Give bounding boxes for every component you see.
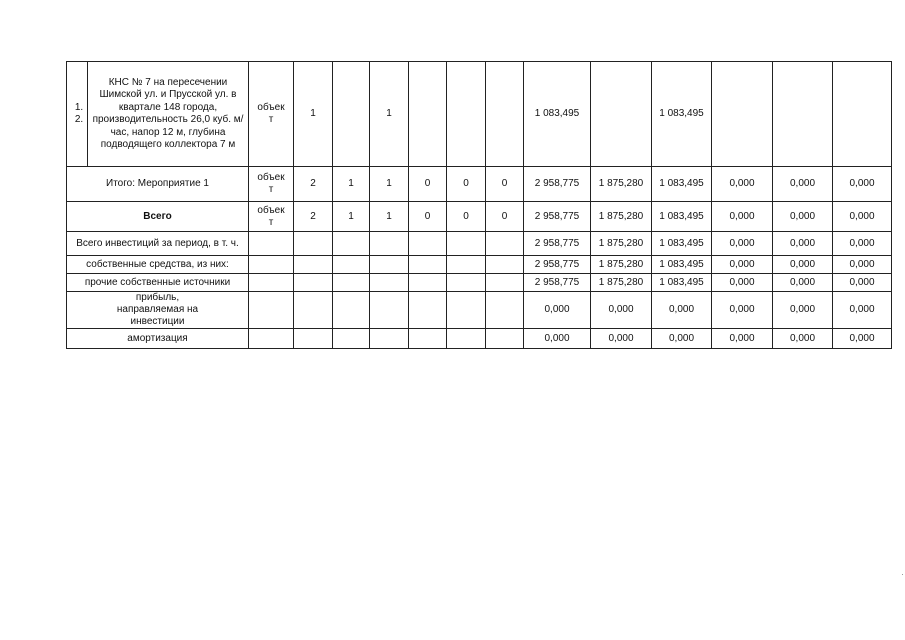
table-row (67, 62, 892, 167)
empty-cell (409, 232, 447, 256)
value-cell: 0,000 (773, 167, 833, 202)
value-cell: 0,000 (652, 329, 712, 349)
table-row (67, 329, 892, 349)
value-cell: 2 958,775 (524, 202, 591, 232)
value-cell: 2 958,775 (524, 232, 591, 256)
value-cell: 1 083,495 (652, 62, 712, 167)
empty-cell (370, 292, 409, 329)
row-label: Всего инвестиций за период, в т. ч. (67, 232, 249, 256)
count-cell: 1 (333, 167, 370, 202)
table-row (67, 256, 892, 274)
value-cell: 0,000 (773, 274, 833, 292)
empty-cell (294, 274, 333, 292)
value-cell: 0,000 (712, 292, 773, 329)
value-cell: 0,000 (591, 292, 652, 329)
row-label: собственные средства, из них: (67, 256, 249, 274)
value-cell: 0,000 (524, 292, 591, 329)
value-cell: 0,000 (773, 202, 833, 232)
empty-cell (370, 274, 409, 292)
value-cell: 2 958,775 (524, 274, 591, 292)
empty-cell (486, 232, 524, 256)
empty-cell (333, 292, 370, 329)
empty-cell (409, 329, 447, 349)
count-cell: 1 (370, 62, 409, 167)
value-cell: 0,000 (591, 329, 652, 349)
row-label: Всего (67, 202, 249, 232)
value-cell (773, 62, 833, 167)
table-row (67, 292, 892, 329)
scan-speck (902, 574, 903, 575)
value-cell: 0,000 (833, 256, 892, 274)
count-cell: 2 (294, 202, 333, 232)
value-cell: 1 083,495 (652, 202, 712, 232)
empty-cell (447, 274, 486, 292)
empty-cell (447, 256, 486, 274)
empty-cell (294, 232, 333, 256)
empty-cell (333, 274, 370, 292)
empty-cell (294, 329, 333, 349)
empty-cell (333, 256, 370, 274)
value-cell: 1 083,495 (652, 274, 712, 292)
investment-table (66, 61, 892, 349)
value-cell: 1 875,280 (591, 256, 652, 274)
row-label: амортизация (67, 329, 249, 349)
value-cell: 1 875,280 (591, 202, 652, 232)
unit-cell: объек т (249, 167, 294, 202)
empty-cell (333, 329, 370, 349)
unit-cell: объек т (249, 202, 294, 232)
empty-cell (409, 274, 447, 292)
value-cell: 0,000 (833, 202, 892, 232)
count-cell: 0 (486, 202, 524, 232)
empty-cell (447, 292, 486, 329)
empty-cell (294, 256, 333, 274)
value-cell: 0,000 (833, 232, 892, 256)
value-cell: 0,000 (524, 329, 591, 349)
table-row (67, 202, 892, 232)
value-cell: 0,000 (833, 274, 892, 292)
count-cell (409, 62, 447, 167)
value-cell: 0,000 (833, 167, 892, 202)
value-cell: 0,000 (712, 274, 773, 292)
value-cell: 0,000 (712, 202, 773, 232)
count-cell: 1 (294, 62, 333, 167)
empty-cell (370, 256, 409, 274)
value-cell: 0,000 (652, 292, 712, 329)
count-cell: 0 (409, 202, 447, 232)
value-cell: 1 875,280 (591, 232, 652, 256)
empty-cell (249, 329, 294, 349)
table-row (67, 232, 892, 256)
value-cell: 1 875,280 (591, 167, 652, 202)
value-cell: 0,000 (833, 292, 892, 329)
count-cell (486, 62, 524, 167)
value-cell: 1 083,495 (652, 232, 712, 256)
empty-cell (370, 232, 409, 256)
unit-cell: объек т (249, 62, 294, 167)
empty-cell (333, 232, 370, 256)
row-label: прочие собственные источники (67, 274, 249, 292)
value-cell: 1 083,495 (652, 167, 712, 202)
empty-cell (370, 329, 409, 349)
object-description: КНС № 7 на пересечении Шимской ул. и Прусской ул. в квартале 148 города, производительность 26,0 куб. м/час, напор 12 м, глубина подводящего коллектора 7 м (88, 62, 249, 167)
empty-cell (249, 232, 294, 256)
empty-cell (486, 292, 524, 329)
count-cell: 0 (486, 167, 524, 202)
count-cell: 0 (447, 202, 486, 232)
value-cell: 0,000 (773, 329, 833, 349)
value-cell: 0,000 (833, 329, 892, 349)
count-cell: 0 (409, 167, 447, 202)
empty-cell (447, 232, 486, 256)
count-cell (333, 62, 370, 167)
row-label: прибыль, направляемая на инвестиции (67, 292, 249, 329)
value-cell: 1 083,495 (652, 256, 712, 274)
count-cell: 0 (447, 167, 486, 202)
value-cell: 0,000 (712, 167, 773, 202)
empty-cell (249, 274, 294, 292)
value-cell (833, 62, 892, 167)
count-cell: 1 (370, 202, 409, 232)
value-cell (591, 62, 652, 167)
value-cell: 0,000 (712, 329, 773, 349)
value-cell: 1 875,280 (591, 274, 652, 292)
value-cell: 2 958,775 (524, 167, 591, 202)
value-cell: 0,000 (712, 232, 773, 256)
table-row (67, 167, 892, 202)
empty-cell (249, 256, 294, 274)
empty-cell (409, 256, 447, 274)
value-cell (712, 62, 773, 167)
value-cell: 1 083,495 (524, 62, 591, 167)
empty-cell (486, 274, 524, 292)
value-cell: 0,000 (773, 256, 833, 274)
count-cell: 1 (370, 167, 409, 202)
empty-cell (486, 329, 524, 349)
empty-cell (447, 329, 486, 349)
row-label: Итого: Мероприятие 1 (67, 167, 249, 202)
count-cell (447, 62, 486, 167)
count-cell: 2 (294, 167, 333, 202)
count-cell: 1 (333, 202, 370, 232)
empty-cell (409, 292, 447, 329)
value-cell: 0,000 (773, 232, 833, 256)
table-row (67, 274, 892, 292)
value-cell: 0,000 (773, 292, 833, 329)
empty-cell (249, 292, 294, 329)
value-cell: 2 958,775 (524, 256, 591, 274)
empty-cell (486, 256, 524, 274)
row-number: 1. 2. (67, 62, 88, 167)
empty-cell (294, 292, 333, 329)
value-cell: 0,000 (712, 256, 773, 274)
